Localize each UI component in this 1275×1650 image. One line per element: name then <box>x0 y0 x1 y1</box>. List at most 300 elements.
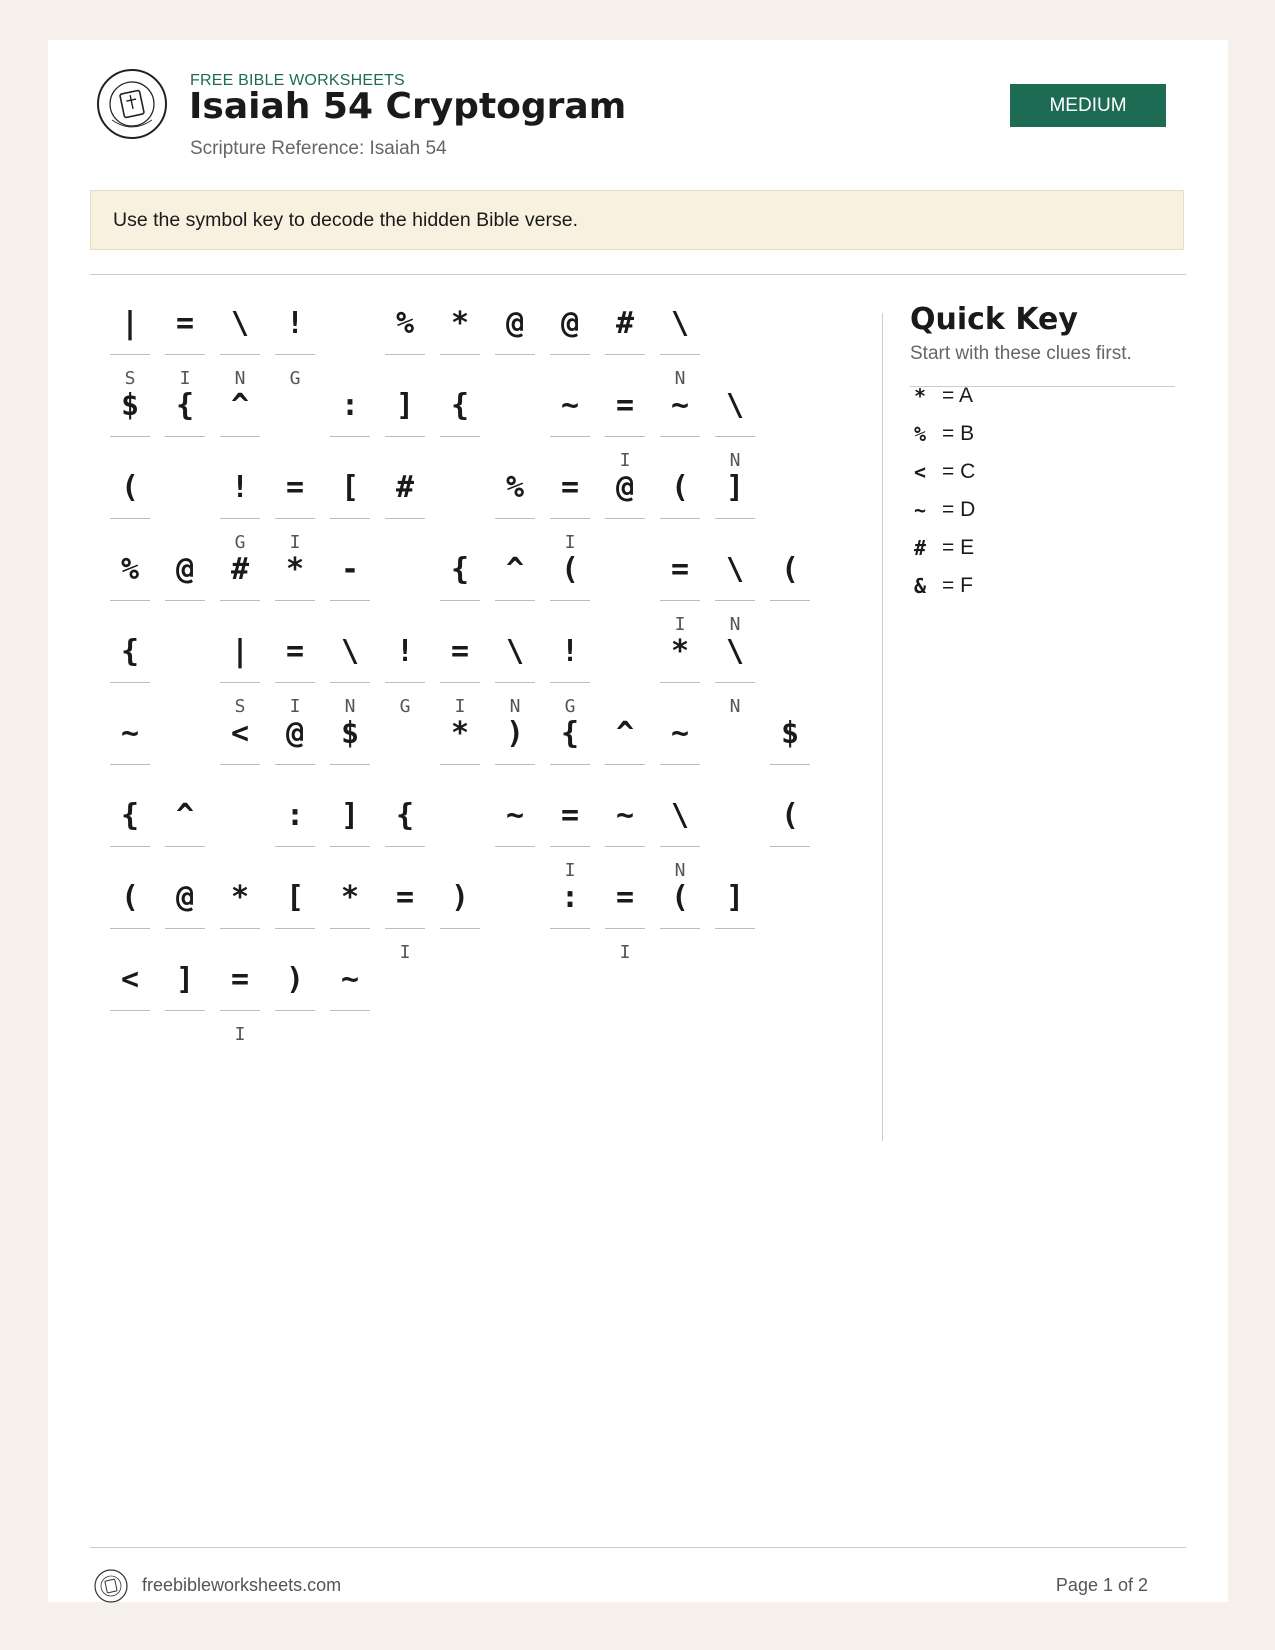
cipher-cell <box>220 954 260 1044</box>
answer-line[interactable] <box>275 518 315 519</box>
cipher-symbol: ! <box>285 306 305 341</box>
cipher-symbol: * <box>670 634 690 669</box>
cipher-symbol: # <box>230 552 250 587</box>
cipher-symbol: | <box>120 306 140 341</box>
answer-line[interactable] <box>330 600 370 601</box>
answer-line[interactable] <box>495 600 535 601</box>
answer-line[interactable] <box>275 354 315 355</box>
cipher-cell <box>220 708 260 798</box>
answer-line[interactable] <box>385 518 425 519</box>
answer-line[interactable] <box>715 682 755 683</box>
cipher-symbol: = <box>230 962 250 997</box>
key-value: = C <box>942 460 976 483</box>
cipher-symbol: * <box>340 880 360 915</box>
answer-line[interactable] <box>495 354 535 355</box>
cipher-cell <box>605 708 645 798</box>
letter-hint: I <box>619 942 631 963</box>
answer-line[interactable] <box>495 682 535 683</box>
answer-line[interactable] <box>165 436 205 437</box>
cipher-symbol: = <box>285 634 305 669</box>
answer-line[interactable] <box>385 846 425 847</box>
cipher-symbol: ~ <box>670 388 690 423</box>
key-value: = B <box>942 422 975 445</box>
answer-line[interactable] <box>440 600 480 601</box>
cipher-symbol: - <box>340 552 360 587</box>
letter-hint: N <box>509 696 521 717</box>
cipher-cell <box>275 872 315 962</box>
answer-line[interactable] <box>605 846 645 847</box>
divider <box>90 1547 1186 1548</box>
letter-hint: S <box>234 696 246 717</box>
key-symbol: ~ <box>913 498 927 522</box>
cipher-cell <box>275 954 315 1044</box>
cipher-symbol: * <box>450 306 470 341</box>
cipher-cell <box>385 790 425 880</box>
answer-line[interactable] <box>770 764 810 765</box>
cipher-cell <box>110 544 150 634</box>
letter-hint: I <box>289 696 301 717</box>
quick-key-entry <box>910 571 1170 601</box>
letter-hint: I <box>179 368 191 389</box>
cipher-cell <box>440 544 480 634</box>
answer-line[interactable] <box>495 518 535 519</box>
answer-line[interactable] <box>440 764 480 765</box>
answer-line[interactable] <box>110 682 150 683</box>
answer-line[interactable] <box>275 682 315 683</box>
cipher-symbol: = <box>285 470 305 505</box>
scripture-reference: Scripture Reference: Isaiah 54 <box>190 138 447 159</box>
cipher-symbol: ^ <box>175 798 195 833</box>
cipher-symbol: ( <box>670 470 690 505</box>
cipher-symbol: ! <box>560 634 580 669</box>
answer-line[interactable] <box>770 846 810 847</box>
cipher-cell <box>605 462 645 552</box>
cipher-symbol: ( <box>120 880 140 915</box>
cipher-symbol: = <box>615 880 635 915</box>
cipher-cell <box>770 790 810 880</box>
answer-line[interactable] <box>330 846 370 847</box>
answer-line[interactable] <box>165 600 205 601</box>
letter-hint: N <box>674 368 686 389</box>
answer-line[interactable] <box>110 518 150 519</box>
answer-line[interactable] <box>385 682 425 683</box>
answer-line[interactable] <box>220 928 260 929</box>
answer-line[interactable] <box>385 436 425 437</box>
answer-line[interactable] <box>715 928 755 929</box>
answer-line[interactable] <box>715 518 755 519</box>
answer-line[interactable] <box>220 354 260 355</box>
answer-line[interactable] <box>275 846 315 847</box>
cipher-symbol: { <box>395 798 415 833</box>
answer-line[interactable] <box>275 928 315 929</box>
cipher-cell <box>110 298 150 388</box>
cipher-symbol: ~ <box>505 798 525 833</box>
cipher-cell <box>165 544 205 634</box>
cipher-cell <box>165 954 205 1044</box>
cipher-symbol: < <box>230 716 250 751</box>
cipher-symbol: ] <box>725 880 745 915</box>
cipher-cell <box>660 462 700 552</box>
letter-hint: N <box>729 450 741 471</box>
answer-line[interactable] <box>660 682 700 683</box>
cipher-cell <box>220 380 260 470</box>
cipher-cell <box>220 872 260 962</box>
cipher-cell <box>550 544 590 634</box>
key-value: = F <box>942 574 973 597</box>
key-value: = E <box>942 536 975 559</box>
cipher-cell <box>275 298 315 388</box>
cipher-symbol: \ <box>725 552 745 587</box>
cipher-cell <box>660 708 700 798</box>
cipher-symbol: ^ <box>230 388 250 423</box>
cipher-symbol: ~ <box>340 962 360 997</box>
cipher-cell <box>275 626 315 716</box>
cipher-cell <box>385 626 425 716</box>
cipher-symbol: @ <box>175 880 195 915</box>
answer-line[interactable] <box>330 682 370 683</box>
answer-line[interactable] <box>220 518 260 519</box>
answer-line[interactable] <box>495 846 535 847</box>
cipher-symbol: ~ <box>670 716 690 751</box>
answer-line[interactable] <box>660 354 700 355</box>
quick-key-entry <box>910 495 1170 525</box>
cipher-symbol: : <box>560 880 580 915</box>
key-value: = A <box>942 384 973 407</box>
answer-line[interactable] <box>385 354 425 355</box>
cipher-cell <box>220 298 260 388</box>
cipher-symbol: [ <box>285 880 305 915</box>
cipher-cell <box>715 544 755 634</box>
letter-hint: N <box>729 696 741 717</box>
cipher-cell <box>660 626 700 716</box>
cipher-symbol: \ <box>725 634 745 669</box>
cipher-cell <box>330 626 370 716</box>
cipher-cell <box>440 872 480 962</box>
cipher-cell <box>550 708 590 798</box>
cipher-cell <box>495 790 535 880</box>
cipher-cell <box>495 544 535 634</box>
cipher-cell <box>550 872 590 962</box>
answer-line[interactable] <box>550 764 590 765</box>
cipher-symbol: # <box>615 306 635 341</box>
answer-line[interactable] <box>550 518 590 519</box>
answer-line[interactable] <box>770 600 810 601</box>
answer-line[interactable] <box>550 354 590 355</box>
cipher-cell <box>605 872 645 962</box>
answer-line[interactable] <box>550 928 590 929</box>
answer-line[interactable] <box>660 846 700 847</box>
quick-key-entry <box>910 381 1170 411</box>
answer-line[interactable] <box>330 1010 370 1011</box>
cipher-symbol: \ <box>230 306 250 341</box>
cipher-cell <box>440 626 480 716</box>
cipher-cell <box>275 544 315 634</box>
answer-line[interactable] <box>110 764 150 765</box>
cipher-symbol: ~ <box>120 716 140 751</box>
cipher-symbol: @ <box>505 306 525 341</box>
cipher-symbol: @ <box>175 552 195 587</box>
cipher-cell <box>550 790 590 880</box>
answer-line[interactable] <box>715 436 755 437</box>
cipher-cell <box>715 872 755 962</box>
cipher-symbol: % <box>120 552 140 587</box>
letter-hint: N <box>729 614 741 635</box>
letter-hint: I <box>564 860 576 881</box>
cipher-cell <box>770 544 810 634</box>
letter-hint: N <box>344 696 356 717</box>
brand-label: FREE BIBLE WORKSHEETS <box>190 72 405 89</box>
cipher-cell <box>110 462 150 552</box>
letter-hint: I <box>619 450 631 471</box>
answer-line[interactable] <box>660 764 700 765</box>
answer-line[interactable] <box>220 436 260 437</box>
answer-line[interactable] <box>550 436 590 437</box>
letter-hint: G <box>564 696 576 717</box>
answer-line[interactable] <box>165 354 205 355</box>
answer-line[interactable] <box>605 518 645 519</box>
answer-line[interactable] <box>110 436 150 437</box>
answer-line[interactable] <box>220 764 260 765</box>
answer-line[interactable] <box>660 600 700 601</box>
instructions-text: Use the symbol key to decode the hidden Bible verse. <box>113 208 579 231</box>
cipher-symbol: : <box>340 388 360 423</box>
answer-line[interactable] <box>715 600 755 601</box>
cipher-symbol: | <box>230 634 250 669</box>
letter-hint: I <box>454 696 466 717</box>
cipher-symbol: : <box>285 798 305 833</box>
answer-line[interactable] <box>110 1010 150 1011</box>
letter-hint: I <box>674 614 686 635</box>
cipher-symbol: ] <box>175 962 195 997</box>
cipher-cell <box>770 708 810 798</box>
answer-line[interactable] <box>605 436 645 437</box>
answer-line[interactable] <box>110 928 150 929</box>
cipher-cell <box>660 790 700 880</box>
answer-line[interactable] <box>220 600 260 601</box>
cipher-symbol: ( <box>560 552 580 587</box>
cipher-cell <box>165 380 205 470</box>
cipher-cell <box>330 954 370 1044</box>
cipher-cell <box>385 298 425 388</box>
answer-line[interactable] <box>550 682 590 683</box>
footer-site: freebibleworksheets.com <box>142 1575 342 1595</box>
cipher-cell <box>165 790 205 880</box>
cipher-symbol: ~ <box>560 388 580 423</box>
cipher-symbol: ~ <box>615 798 635 833</box>
cipher-cell <box>110 872 150 962</box>
quick-key-subtitle: Start with these clues first. <box>910 343 1132 364</box>
cipher-cell <box>605 380 645 470</box>
answer-line[interactable] <box>275 1010 315 1011</box>
cipher-cell <box>220 544 260 634</box>
cipher-symbol: ( <box>670 880 690 915</box>
cipher-cell <box>550 380 590 470</box>
cipher-symbol: { <box>120 634 140 669</box>
cipher-symbol: \ <box>505 634 525 669</box>
cipher-cell <box>495 462 535 552</box>
cipher-cell <box>550 626 590 716</box>
cipher-cell <box>660 872 700 962</box>
answer-line[interactable] <box>440 682 480 683</box>
cipher-symbol: ] <box>395 388 415 423</box>
cipher-symbol: \ <box>670 798 690 833</box>
cipher-cell <box>165 298 205 388</box>
cipher-cell <box>715 462 755 552</box>
page-number: Page 1 of 2 <box>1055 1575 1148 1595</box>
cipher-symbol: { <box>450 552 470 587</box>
answer-line[interactable] <box>220 1010 260 1011</box>
cipher-symbol: % <box>505 470 525 505</box>
answer-line[interactable] <box>330 928 370 929</box>
cipher-symbol: @ <box>285 716 305 751</box>
cipher-symbol: = <box>175 306 195 341</box>
answer-line[interactable] <box>275 764 315 765</box>
answer-line[interactable] <box>165 1010 205 1011</box>
answer-line[interactable] <box>660 928 700 929</box>
key-symbol: * <box>913 384 927 408</box>
cipher-symbol: $ <box>780 716 800 751</box>
cipher-cell <box>330 462 370 552</box>
cipher-cell <box>550 462 590 552</box>
cipher-cell <box>495 708 535 798</box>
cipher-cell <box>715 380 755 470</box>
page-title: Isaiah 54 Cryptogram <box>189 86 627 127</box>
cipher-symbol: @ <box>560 306 580 341</box>
answer-line[interactable] <box>220 682 260 683</box>
cipher-cell <box>660 544 700 634</box>
cipher-symbol: ! <box>395 634 415 669</box>
cipher-cell <box>110 790 150 880</box>
answer-line[interactable] <box>660 518 700 519</box>
answer-line[interactable] <box>330 518 370 519</box>
quick-key-entry <box>910 533 1170 563</box>
answer-line[interactable] <box>605 928 645 929</box>
answer-line[interactable] <box>110 846 150 847</box>
difficulty-badge: MEDIUM <box>1010 84 1166 127</box>
cryptogram-grid <box>48 40 898 1140</box>
cipher-cell <box>275 708 315 798</box>
cipher-symbol: # <box>395 470 415 505</box>
cipher-symbol: < <box>120 962 140 997</box>
cipher-cell <box>715 626 755 716</box>
quick-key-title: Quick Key <box>910 302 1078 337</box>
answer-line[interactable] <box>330 764 370 765</box>
cipher-symbol: ( <box>120 470 140 505</box>
answer-line[interactable] <box>440 354 480 355</box>
cipher-symbol: { <box>450 388 470 423</box>
cipher-symbol: ] <box>725 470 745 505</box>
cipher-symbol: % <box>395 306 415 341</box>
letter-hint: I <box>564 532 576 553</box>
answer-line[interactable] <box>110 600 150 601</box>
answer-line[interactable] <box>660 436 700 437</box>
cipher-cell <box>330 708 370 798</box>
quick-key-entry <box>910 457 1170 487</box>
cipher-symbol: [ <box>340 470 360 505</box>
answer-line[interactable] <box>385 928 425 929</box>
cipher-symbol: ! <box>230 470 250 505</box>
answer-line[interactable] <box>330 436 370 437</box>
cipher-cell <box>605 790 645 880</box>
cipher-cell <box>110 626 150 716</box>
letter-hint: I <box>234 1024 246 1045</box>
answer-line[interactable] <box>550 600 590 601</box>
cipher-cell <box>550 298 590 388</box>
cipher-symbol: * <box>450 716 470 751</box>
cipher-symbol: ) <box>285 962 305 997</box>
cipher-symbol: ) <box>450 880 470 915</box>
cipher-cell <box>385 872 425 962</box>
column-divider <box>882 313 883 1141</box>
cipher-symbol: ^ <box>615 716 635 751</box>
key-value: = D <box>942 498 976 521</box>
cipher-cell <box>660 380 700 470</box>
cipher-cell <box>165 872 205 962</box>
cipher-symbol: = <box>560 470 580 505</box>
cipher-symbol: @ <box>615 470 635 505</box>
key-symbol: # <box>913 536 927 560</box>
cipher-cell <box>110 380 150 470</box>
answer-line[interactable] <box>550 846 590 847</box>
answer-line[interactable] <box>495 764 535 765</box>
answer-line[interactable] <box>440 928 480 929</box>
letter-hint: N <box>674 860 686 881</box>
cipher-symbol: = <box>615 388 635 423</box>
cipher-cell <box>385 462 425 552</box>
cipher-symbol: = <box>395 880 415 915</box>
cipher-symbol: ( <box>780 798 800 833</box>
key-symbol: & <box>913 574 927 598</box>
answer-line[interactable] <box>165 846 205 847</box>
answer-line[interactable] <box>110 354 150 355</box>
cipher-cell <box>110 954 150 1044</box>
cipher-cell <box>330 544 370 634</box>
answer-line[interactable] <box>605 354 645 355</box>
cipher-cell <box>330 872 370 962</box>
bible-worksheets-seal-icon <box>93 1568 129 1604</box>
letter-hint: S <box>124 368 136 389</box>
cipher-cell <box>660 298 700 388</box>
answer-line[interactable] <box>165 928 205 929</box>
quick-key-entry <box>910 419 1170 449</box>
cipher-cell <box>440 298 480 388</box>
cipher-symbol: = <box>560 798 580 833</box>
cipher-symbol: = <box>450 634 470 669</box>
letter-hint: G <box>399 696 411 717</box>
letter-hint: I <box>399 942 411 963</box>
letter-hint: G <box>234 532 246 553</box>
answer-line[interactable] <box>605 764 645 765</box>
cipher-symbol: ) <box>505 716 525 751</box>
cipher-symbol: ( <box>780 552 800 587</box>
cipher-symbol: { <box>175 388 195 423</box>
answer-line[interactable] <box>275 600 315 601</box>
cipher-cell <box>440 708 480 798</box>
cipher-symbol: \ <box>340 634 360 669</box>
cipher-cell <box>275 790 315 880</box>
letter-hint: G <box>289 368 301 389</box>
answer-line[interactable] <box>440 436 480 437</box>
cipher-cell <box>220 462 260 552</box>
cipher-symbol: ] <box>340 798 360 833</box>
cipher-symbol: = <box>670 552 690 587</box>
worksheet-page <box>48 40 1228 1602</box>
cipher-cell <box>605 298 645 388</box>
cipher-symbol: \ <box>670 306 690 341</box>
cipher-symbol: $ <box>120 388 140 423</box>
cipher-cell <box>330 380 370 470</box>
cipher-cell <box>110 708 150 798</box>
